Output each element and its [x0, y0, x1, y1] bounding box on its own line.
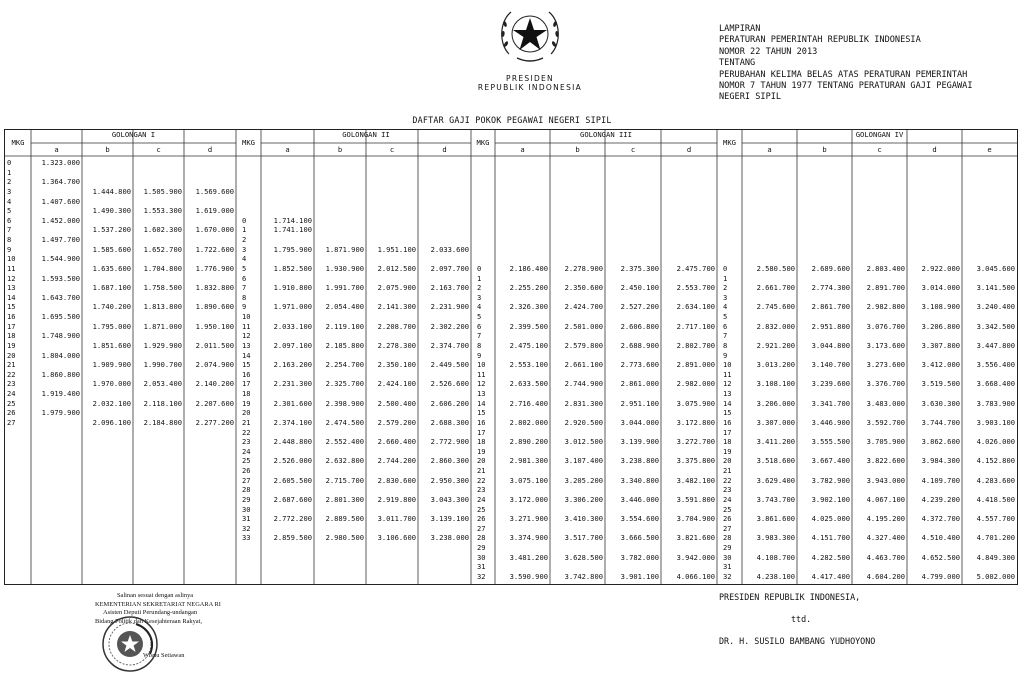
golongan-header: GOLONGAN I — [111, 130, 156, 139]
salary-column: 1.323.000 1.364.700 1.407.600 1.452.000 1.497.700 1.544.900 1.593.500 1.643.700 1.695.500 1.748.900 1.804.000 1.860.800 1.919.400 1.979.900 — [41, 158, 80, 418]
subcol-header: a — [54, 145, 59, 154]
lampiran-line: NEGERI SIPIL — [719, 92, 782, 103]
subcol-header: d — [686, 145, 692, 154]
salary-column: 2.803.400 2.891.700 2.982.800 3.076.700 3.173.600 3.273.600 3.376.700 3.483.000 3.592.700 3.705.900 3.822.600 3.943.000 4.067.100 4.195.200 4.327.400 4.463.700 4.604.200 — [866, 263, 905, 581]
mkg-column: 0 1 2 3 4 5 6 7 8 9 10 11 12 13 14 15 16 17 18 19 20 21 22 23 24 25 26 27 — [7, 158, 16, 427]
subcol-header: c — [389, 145, 395, 154]
mkg-column: 0 1 2 3 4 5 6 7 8 9 10 11 12 13 14 15 16 17 18 19 20 21 22 23 24 25 26 27 28 29 30 31 32 — [477, 263, 486, 581]
signatory-name: DR. H. SUSILO BAMBANG YUDHOYONO — [719, 636, 876, 646]
subcol-header: d — [207, 145, 213, 154]
subcol-header: a — [520, 145, 525, 154]
golongan-header: GOLONGAN II — [342, 130, 390, 139]
official-stamp-icon — [100, 614, 160, 674]
subcol-header: d — [932, 145, 937, 154]
subcol-header: a — [285, 145, 290, 154]
subcol-header: b — [337, 145, 343, 154]
certification-line: Bidang Politik dan Kesejahteraan Rakyat, — [95, 617, 203, 625]
subcol-header: e — [987, 145, 992, 154]
mkg-header: MKG — [11, 138, 25, 147]
document-title: DAFTAR GAJI POKOK PEGAWAI NEGERI SIPIL — [412, 115, 612, 125]
salary-column: 2.580.500 2.661.700 2.745.600 2.832.000 2.921.200 3.013.200 3.108.100 3.206.000 3.307.000 3.411.200 3.518.600 3.629.400 3.743.700 3.861.600 3.983.300 4.108.700 4.238.100 — [756, 263, 795, 581]
subcol-header: c — [630, 145, 636, 154]
salary-table — [4, 129, 1018, 585]
presiden-emblem-icon — [497, 4, 563, 66]
signature-block — [719, 592, 875, 647]
signature-line — [719, 603, 875, 614]
salary-column: 2.475.700 2.553.700 2.634.100 2.717.100 2.802.700 2.891.000 2.982.000 3.075.900 3.172.800 3.272.700 3.375.800 3.482.100 3.591.800 3.704.900 3.821.600 3.942.000 4.066.100 — [676, 263, 715, 581]
mkg-column: 0 1 2 3 4 5 6 7 8 9 10 11 12 13 14 15 16 17 18 19 20 21 22 23 24 25 26 27 28 29 30 31 32 33 — [242, 215, 251, 543]
subcol-header: b — [822, 145, 827, 154]
signature-line — [719, 625, 875, 636]
salary-column: 1.951.100 2.012.500 2.075.900 2.141.300 2.208.700 2.278.300 2.350.100 2.424.100 2.500.400 2.579.200 2.660.400 2.744.200 2.830.600 2.919.800 3.011.700 3.106.600 — [377, 244, 416, 543]
lampiran-line: PERUBAHAN KELIMA BELAS ATAS PERATURAN PEMERINTAH — [719, 69, 968, 80]
subcol-header: c — [877, 145, 882, 154]
salary-column: 2.033.600 2.097.700 2.163.700 2.231.900 2.302.200 2.374.700 2.449.500 2.526.600 2.606.200 2.688.300 2.772.900 2.860.300 2.950.300 3.043.300 3.139.100 3.238.000 — [430, 244, 469, 543]
subcol-header: d — [442, 145, 447, 154]
emblem-caption-line-2: REPUBLIK INDONESIA — [477, 83, 583, 92]
certification-line: KEMENTERIAN SEKRETARIAT NEGARA RI — [95, 600, 221, 608]
mkg-header: MKG — [242, 138, 255, 147]
emblem-caption — [470, 74, 590, 92]
salary-column: 1.871.900 1.930.900 1.991.700 2.054.400 2.119.100 2.185.800 2.254.700 2.325.700 2.398.900 2.474.500 2.552.400 2.632.800 2.715.700 2.801.300 2.889.500 2.980.500 — [325, 244, 364, 543]
emblem-caption-line-1: PRESIDEN — [506, 74, 554, 83]
certification-line: Asisten Deputi Perundang-undangan — [103, 609, 198, 617]
lampiran-line: LAMPIRAN — [719, 24, 761, 34]
subcol-header: b — [105, 145, 110, 154]
salary-column: 2.375.300 2.450.100 2.527.200 2.606.800 2.688.900 2.773.600 2.861.000 2.951.100 3.044.000 3.139.900 3.238.800 3.340.800 3.446.000 3.554.600 3.666.500 3.782.000 3.901.100 — [620, 263, 659, 581]
lampiran-line: NOMOR 22 TAHUN 2013 — [719, 46, 818, 57]
lampiran-line: TENTANG — [719, 58, 756, 69]
mkg-column: 0 1 2 3 4 5 6 7 8 9 10 11 12 13 14 15 16 17 18 19 20 21 22 23 24 25 26 27 28 29 30 31 32 — [723, 263, 732, 581]
lampiran-line: NOMOR 7 TAHUN 1977 TENTANG PERATURAN GAJI PEGAWAI — [719, 80, 973, 91]
salary-column: 2.922.000 3.014.000 3.108.900 3.206.800 3.307.800 3.412.000 3.519.500 3.630.300 3.744.700 3.862.600 3.984.300 4.109.700 4.239.200 4.372.700 4.510.400 4.652.500 4.799.000 — [921, 263, 960, 581]
mkg-header: MKG — [723, 138, 736, 147]
salary-column: 1.714.100 1.741.100 1.795.900 1.852.500 1.910.800 1.971.000 2.033.100 2.097.100 2.163.200 2.231.300 2.301.600 2.374.100 2.448.800 2.526.000 2.605.500 2.687.600 2.772.200 2.859.500 — [273, 215, 312, 543]
salary-column: 2.278.900 2.350.600 2.424.700 2.501.000 2.579.800 2.661.100 2.744.900 2.831.300 2.920.500 3.012.500 3.107.400 3.205.200 3.306.200 3.410.300 3.517.700 3.628.500 3.742.800 — [564, 263, 603, 581]
salary-column: 2.186.400 2.255.200 2.326.300 2.399.500 2.475.100 2.553.100 2.633.500 2.716.400 2.802.000 2.890.200 2.981.300 3.075.100 3.172.000 3.271.900 3.374.900 3.481.200 3.590.900 — [509, 263, 548, 581]
subcol-header: c — [156, 145, 161, 154]
mkg-header: MKG — [476, 138, 490, 147]
golongan-header: GOLONGAN III — [580, 130, 632, 139]
lampiran-line: PERATURAN PEMERINTAH REPUBLIK INDONESIA — [719, 35, 921, 46]
subcol-header: a — [767, 145, 772, 154]
subcol-header: b — [575, 145, 580, 154]
certifier-name: Wisnu Setiawan — [143, 651, 185, 659]
salary-column: 1.569.600 1.619.000 1.670.000 1.722.600 1.776.900 1.832.800 1.890.600 1.950.100 2.011.500 2.074.900 2.140.200 2.207.600 2.277.200 — [195, 186, 234, 427]
salary-column: 3.045.600 3.141.500 3.240.400 3.342.500 3.447.800 3.556.400 3.668.400 3.783.900 3.903.100 4.026.000 4.152.800 4.283.600 4.418.500 4.557.700 4.701.200 4.849.300 5.002.000 — [976, 263, 1015, 581]
golongan-header: GOLONGAN IV — [855, 130, 904, 139]
certification-line: Salinan sesuai dengan aslinya — [117, 592, 194, 599]
signature-line: PRESIDEN REPUBLIK INDONESIA, — [719, 592, 861, 602]
lampiran-block — [719, 24, 973, 104]
salary-column: 1.444.800 1.490.300 1.537.200 1.585.600 1.635.600 1.687.100 1.740.200 1.795.000 1.851.600 1.909.900 1.970.000 2.032.100 2.096.100 — [92, 186, 131, 427]
signature-ttd: ttd. — [791, 614, 812, 624]
salary-column: 2.689.600 2.774.300 2.861.700 2.951.800 3.044.800 3.140.700 3.239.600 3.341.700 3.446.900 3.555.500 3.667.400 3.782.900 3.902.100 4.025.000 4.151.700 4.282.500 4.417.400 — [811, 263, 850, 581]
salary-column: 1.505.900 1.553.300 1.602.300 1.652.700 1.704.800 1.758.500 1.813.800 1.871.000 1.929.900 1.990.700 2.053.400 2.118.100 2.184.800 — [143, 186, 182, 427]
